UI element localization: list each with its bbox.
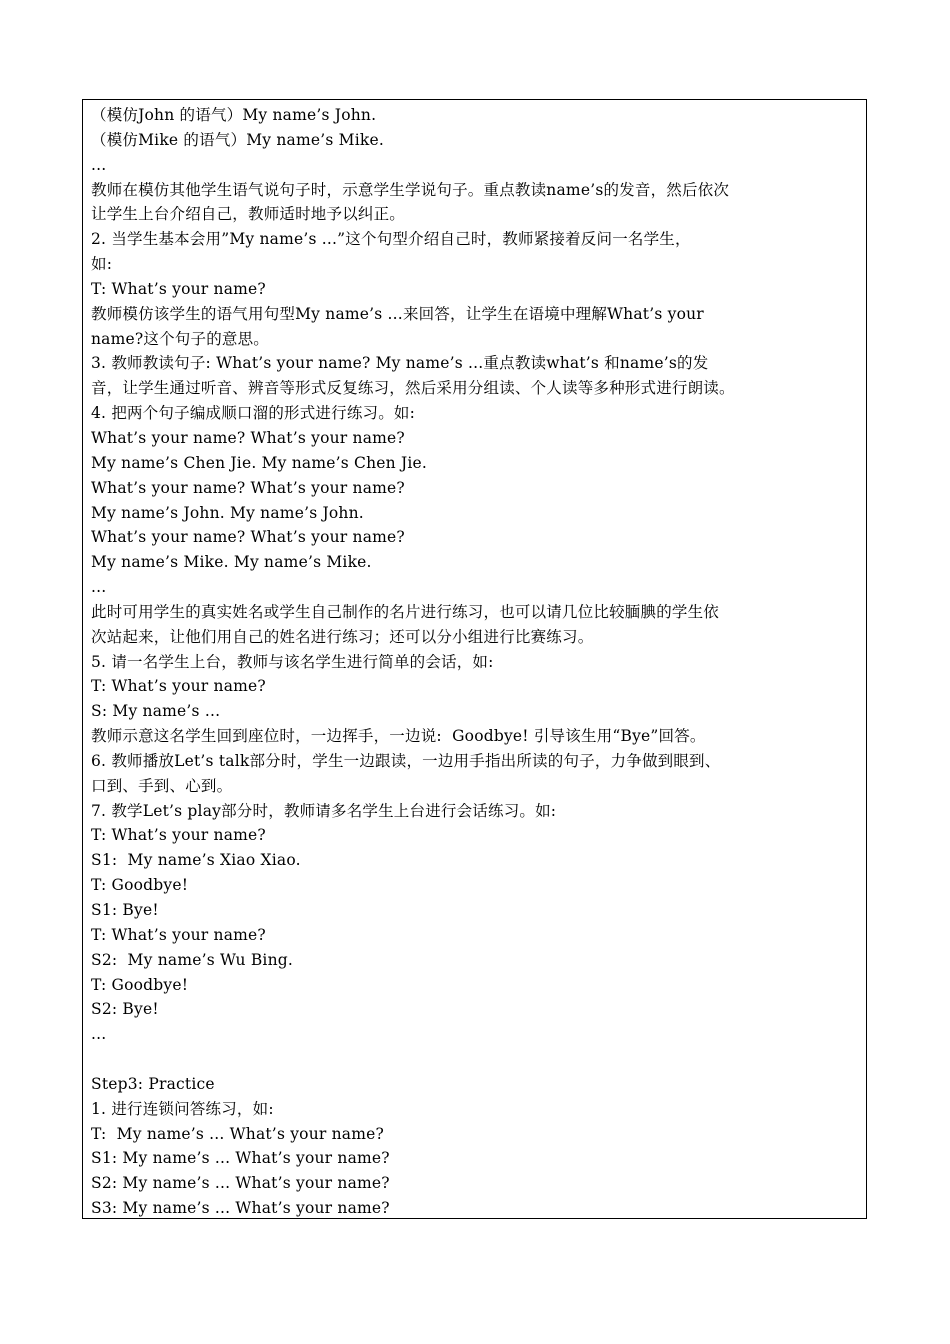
text-line: ... xyxy=(91,155,107,174)
text-line: name?这个句子的意思。 xyxy=(91,329,270,348)
text-line: T: My name’s ... What’s your name? xyxy=(91,1124,385,1143)
text-line: 7. 教学Let’s play部分时，教师请多名学生上台进行会话练习。如: xyxy=(91,801,557,820)
text-line: S2: Bye! xyxy=(91,1000,159,1019)
text-line: 让学生上台介绍自己，教师适时地予以纠正。 xyxy=(91,205,406,224)
text-line: What’s your name? What’s your name? xyxy=(91,428,405,447)
text-line: ... xyxy=(91,1025,107,1044)
text-line: 1. 进行连锁问答练习，如: xyxy=(91,1099,274,1118)
text-line: My name’s John. My name’s John. xyxy=(91,503,364,522)
text-line: T: Goodbye! xyxy=(91,975,189,994)
text-line: 2. 当学生基本会用”My name’s ...”这个句型介绍自己时，教师紧接着反问一名学生， xyxy=(91,230,691,249)
text-line: S2: My name’s ... What’s your name? xyxy=(91,1174,390,1193)
text-line: T: What’s your name? xyxy=(91,826,266,845)
text-line: T: What’s your name? xyxy=(91,279,266,298)
text-line: 口到、手到、心到。 xyxy=(91,776,233,795)
text-line: S3: My name’s ... What’s your name? xyxy=(91,1199,390,1218)
text-line: 教师示意这名学生回到座位时，一边挥手，一边说: Goodbye! 引导该生用“Bye”回答。 xyxy=(91,727,706,746)
text-line: T: What’s your name? xyxy=(91,925,266,944)
text-line: 音，让学生通过听音、辨音等形式反复练习，然后采用分组读、个人读等多种形式进行朗读。 xyxy=(91,379,735,398)
text-line: T: Goodbye! xyxy=(91,876,189,895)
text-line: 教师在模仿其他学生语气说句子时，示意学生学说句子。重点教读name’s的发音，然后依次 xyxy=(91,180,730,199)
text-line: （模仿John 的语气）My name’s John. xyxy=(91,106,377,124)
text-line: My name’s Chen Jie. My name’s Chen Jie. xyxy=(91,453,428,472)
text-line: S: My name’s ... xyxy=(91,702,221,721)
text-line: 教师模仿该学生的语气用句型My name’s ...来回答，让学生在语境中理解What’s your xyxy=(91,304,704,323)
text-line: 6. 教师播放Let’s talk部分时，学生一边跟读，一边用手指出所读的句子，力争做到眼到、 xyxy=(91,751,721,770)
text-line: S1: My name’s Xiao Xiao. xyxy=(91,851,301,870)
text-line: ... xyxy=(91,578,107,597)
text-line: 如: xyxy=(91,255,113,274)
text-line: 5. 请一名学生上台，教师与该名学生进行简单的会话，如: xyxy=(91,652,494,671)
blank-line xyxy=(91,1047,858,1072)
text-line: 3. 教师教读句子: What’s your name? My name’s ...重点教读what’s 和name’s的发 xyxy=(91,354,709,373)
section-heading: Step3: Practice xyxy=(91,1074,215,1093)
text-line: S2: My name’s Wu Bing. xyxy=(91,950,294,969)
text-line: S1: Bye! xyxy=(91,901,159,919)
text-line: 4. 把两个句子编成顺口溜的形式进行练习。如: xyxy=(91,404,416,423)
text-line: 次站起来，让他们用自己的姓名进行练习；还可以分小组进行比赛练习。 xyxy=(91,627,594,646)
text-line: 此时可用学生的真实姓名或学生自己制作的名片进行练习，也可以请几位比较腼腆的学生依 xyxy=(91,602,720,621)
text-line: What’s your name? What’s your name? xyxy=(91,528,405,547)
lesson-plan-table-cell xyxy=(82,99,867,1219)
text-line: （模仿Mike 的语气）My name’s Mike. xyxy=(91,130,384,149)
text-line: T: What’s your name? xyxy=(91,677,266,696)
text-line: What’s your name? What’s your name? xyxy=(91,478,405,497)
text-line: S1: My name’s ... What’s your name? xyxy=(91,1149,390,1168)
text-line: My name’s Mike. My name’s Mike. xyxy=(91,553,372,572)
